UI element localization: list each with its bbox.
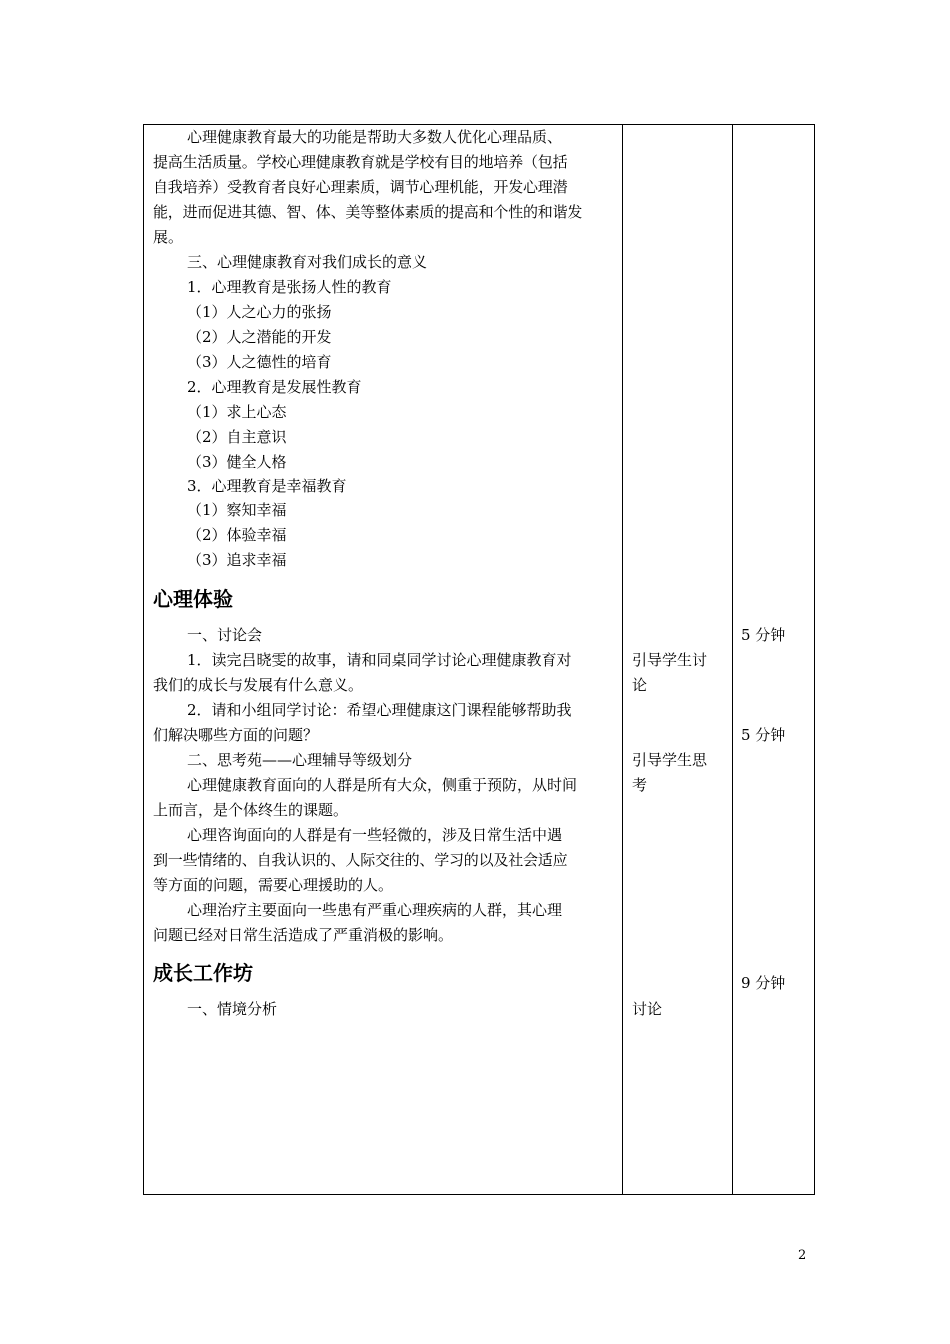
list-item: （1）察知幸福 <box>187 501 287 519</box>
paragraph-line: 我们的成长与发展有什么意义。 <box>153 676 364 694</box>
paragraph-line: 心理健康教育最大的功能是帮助大多数人优化心理品质、 <box>187 128 563 146</box>
list-item: （2）自主意识 <box>187 428 287 446</box>
paragraph-line: 1．读完吕晓雯的故事，请和同桌同学讨论心理健康教育对 <box>187 651 572 669</box>
paragraph-line: 自我培养）受教育者良好心理素质，调节心理机能，开发心理潜 <box>153 178 568 196</box>
method-text: 引导学生思 <box>632 751 708 769</box>
list-item: （1）求上心态 <box>187 403 287 421</box>
list-item: （3）人之德性的培育 <box>187 353 332 371</box>
paragraph-line: 们解决哪些方面的问题？ <box>153 726 319 744</box>
paragraph-line: 2．请和小组同学讨论：希望心理健康这门课程能够帮助我 <box>187 701 572 719</box>
method-text: 考 <box>632 776 648 794</box>
column-divider-2 <box>732 125 733 1194</box>
page-number: 2 <box>798 1248 807 1263</box>
paragraph-line: 能，进而促进其德、智、体、美等整体素质的提高和个性的和谐发 <box>153 203 583 221</box>
section-heading: 三、心理健康教育对我们成长的意义 <box>187 253 428 271</box>
paragraph-line: 展。 <box>153 228 184 246</box>
list-item: 二、思考苑——心理辅导等级划分 <box>187 751 413 769</box>
heading-psych-experience: 心理体验 <box>153 587 233 611</box>
paragraph-line: 等方面的问题，需要心理援助的人。 <box>153 876 394 894</box>
list-item: 3．心理教育是幸福教育 <box>187 477 347 495</box>
paragraph-line: 心理咨询面向的人群是有一些轻微的，涉及日常生活中遇 <box>187 826 563 844</box>
list-item: 一、讨论会 <box>187 626 263 644</box>
paragraph-line: 到一些情绪的、自我认识的、人际交往的、学习的以及社会适应 <box>153 851 568 869</box>
column-divider-1 <box>622 125 623 1194</box>
paragraph-line: 心理治疗主要面向一些患有严重心理疾病的人群，其心理 <box>187 901 563 919</box>
paragraph-line: 心理健康教育面向的人群是所有大众，侧重于预防，从时间 <box>187 776 578 794</box>
paragraph-line: 问题已经对日常生活造成了严重消极的影响。 <box>153 926 454 944</box>
list-item: （3）追求幸福 <box>187 551 287 569</box>
list-item: （2）体验幸福 <box>187 526 287 544</box>
time-text: 5 分钟 <box>741 726 786 744</box>
list-item: （1）人之心力的张扬 <box>187 303 332 321</box>
method-text: 引导学生讨 <box>632 651 708 669</box>
method-text: 讨论 <box>632 1000 663 1018</box>
method-text: 论 <box>632 676 648 694</box>
list-item: 1．心理教育是张扬人性的教育 <box>187 278 392 296</box>
time-text: 5 分钟 <box>741 626 786 644</box>
heading-growth-workshop: 成长工作坊 <box>153 961 253 985</box>
paragraph-line: 上而言，是个体终生的课题。 <box>153 801 349 819</box>
list-item: （3）健全人格 <box>187 453 287 471</box>
list-item: （2）人之潜能的开发 <box>187 328 332 346</box>
list-item: 2．心理教育是发展性教育 <box>187 378 362 396</box>
time-text: 9 分钟 <box>741 974 786 992</box>
paragraph-line: 提高生活质量。学校心理健康教育就是学校有目的地培养（包括 <box>153 153 568 171</box>
list-item: 一、情境分析 <box>187 1000 278 1018</box>
